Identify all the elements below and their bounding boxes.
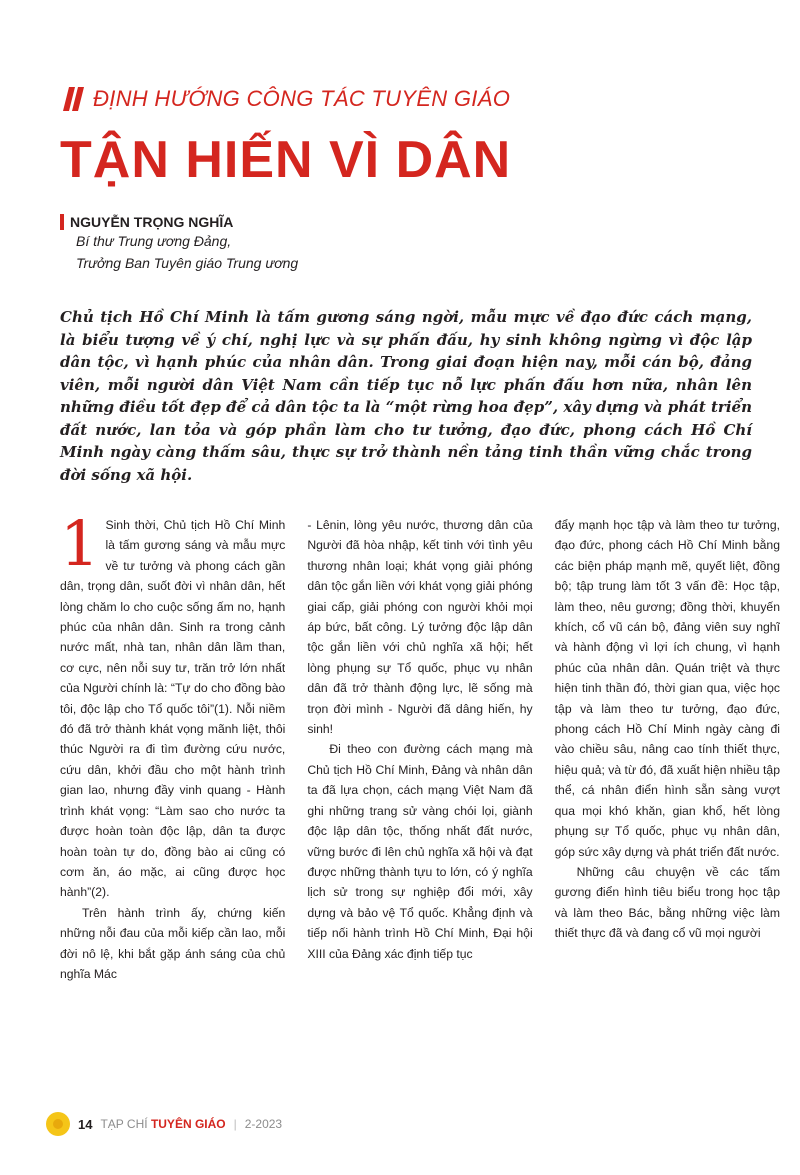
body-paragraph: - Lênin, lòng yêu nước, thương dân của Người đã hòa nhập, kết tinh với tình yêu thương nhân loại; khát vọng giải phóng dân tộc gắn liền với khát vọng giải phóng giai cấp, giải phóng con người khỏi mọi áp bức, bất công. Lý tưởng độc lập dân tộc gắn liền với chủ nghĩa xã hội; hết lòng phụng sự Tổ quốc, phục vụ nhân dân đã trở thành động lực, lẽ sống mà trọn đời mình - Người đã dâng hiến, hy sinh! xyxy=(307,518,533,737)
body-paragraph: Sinh thời, Chủ tịch Hồ Chí Minh là tấm gương sáng và mẫu mực về tư tưởng và phong cách gần dân, trọng dân, suốt đời vì nhân dân, hết lòng chăm lo cho cuộc sống ấm no, hạnh phúc của nhân dân. Sinh ra trong cảnh nước mất, nhà tan, nhân dân lầm than, cơ cực, nên nỗi suy tư, trăn trở lớn nhất của Người chính là: “Tự do cho đồng bào tôi, độc lập cho Tổ quốc tôi”(1). Nỗi niềm đó đã trở thành khát vọng mãnh liệt, thôi thúc Người ra đi tìm đường cứu nước, cứu dân, khởi đầu cho một hành trình gian lao, nhưng đầy vinh quang - Hành trình khát vọng: “Làm sao cho nước ta được hoàn toàn độc lập, dân ta được hoàn toàn tự do, đồng bào ai cũng có cơm ăn, áo mặc, ai cũng được học hành”(2). xyxy=(60,518,286,900)
body-paragraph: Đi theo con đường cách mạng mà Chủ tịch Hồ Chí Minh, Đảng và nhân dân ta đã lựa chọn, cách mạng Việt Nam đã ghi những trang sử vàng chói lọi, giành độc lập dân tộc, thống nhất đất nước, vững bước đi lên chủ nghĩa xã hội và đạt được những thành tựu to lớn, có ý nghĩa lịch sử trong sự nghiệp đổi mới, xây dựng và bảo vệ Tổ quốc. Khẳng định và tiếp nối hành trình Hồ Chí Minh, Đại hội XIII của Đảng xác định tiếp tục xyxy=(307,742,533,961)
author-role-line2: Trưởng Ban Tuyên giáo Trung ương xyxy=(76,255,299,271)
body-paragraph: Những câu chuyện về các tấm gương điển hình tiêu biểu trong học tập và làm theo Bác, bằng những việc làm thiết thực đã và đang cổ vũ mọi người xyxy=(554,864,780,941)
flower-icon xyxy=(46,1112,70,1136)
body-column-2 xyxy=(307,515,532,1098)
section-label: ĐỊNH HƯỚNG CÔNG TÁC TUYÊN GIÁO xyxy=(93,86,511,111)
issue-number: 2-2023 xyxy=(244,1117,283,1131)
page-number: 14 xyxy=(78,1116,93,1132)
kicker-bars-decoration xyxy=(66,87,81,111)
body-column-1 xyxy=(60,515,285,1098)
body-column-3 xyxy=(555,515,780,1098)
page-footer xyxy=(46,1112,282,1136)
body-paragraph: Trên hành trình ấy, chứng kiến những nỗi đau của mỗi kiếp cần lao, mỗi đời nô lệ, khi bắt gặp ánh sáng của chủ nghĩa Mác xyxy=(60,905,286,981)
author-name: NGUYỄN TRỌNG NGHĨA xyxy=(70,214,234,230)
section-kicker xyxy=(66,86,510,112)
magazine-name xyxy=(100,1117,225,1131)
body-paragraph: đẩy mạnh học tập và làm theo tư tưởng, đạo đức, phong cách Hồ Chí Minh bằng các biện pháp mạnh mẽ, quyết liệt, đồng bộ; tập trung làm tốt 3 vấn đề: Học tập, làm theo, nêu gương; đồng thời, khuyến khích, cổ vũ cán bộ, đảng viên suy nghĩ và hành động vì lợi ích chung, vì hạnh phúc của nhân dân. Quán triệt và thực hiện tinh thần đó, thời gian qua, việc học tập và làm theo tư tưởng, đạo đức, phong cách Hồ Chí Minh ngày càng đi vào chiều sâu, nâng cao tính thiết thực, hiệu quả; và từ đó, đã xuất hiện nhiều tập thể, cá nhân điển hình sẵn sàng vượt qua mọi khó khăn, gian khổ, hết lòng phụng sự Tổ quốc, phục vụ nhân dân, góp sức xây dựng và phát triển đất nước. xyxy=(554,518,780,859)
author-block xyxy=(60,214,298,274)
article-body xyxy=(60,515,780,1098)
magazine-prefix: TẠP CHÍ xyxy=(100,1117,148,1131)
article-title: TẬN HIẾN VÌ DÂN xyxy=(60,131,512,189)
magazine-title: TUYÊN GIÁO xyxy=(150,1117,226,1131)
dropcap: 1 xyxy=(60,515,100,580)
author-role-line1: Bí thư Trung ương Đảng, xyxy=(76,233,232,249)
author-bar-decoration xyxy=(60,214,64,230)
footer-separator: | xyxy=(233,1117,237,1131)
lead-paragraph: Chủ tịch Hồ Chí Minh là tấm gương sáng ngời, mẫu mực về đạo đức cách mạng, là biểu tượng về ý chí, nghị lực và sự phấn đấu, hy sinh không ngừng vì độc lập dân tộc, vì hạnh phúc của nhân dân. Trong giai đoạn hiện nay, mỗi cán bộ, đảng viên, mỗi người dân Việt Nam cần tiếp tục nỗ lực phấn đấu hơn nữa, nhân lên những điều tốt đẹp để cả dân tộc ta là “một rừng hoa đẹp”, xây dựng và phát triển đất nước, lan tỏa và góp phần làm cho tư tưởng, đạo đức, phong cách Hồ Chí Minh ngày càng thấm sâu, thực sự trở thành nền tảng tinh thần vững chắc trong đời sống xã hội. xyxy=(60,308,752,484)
